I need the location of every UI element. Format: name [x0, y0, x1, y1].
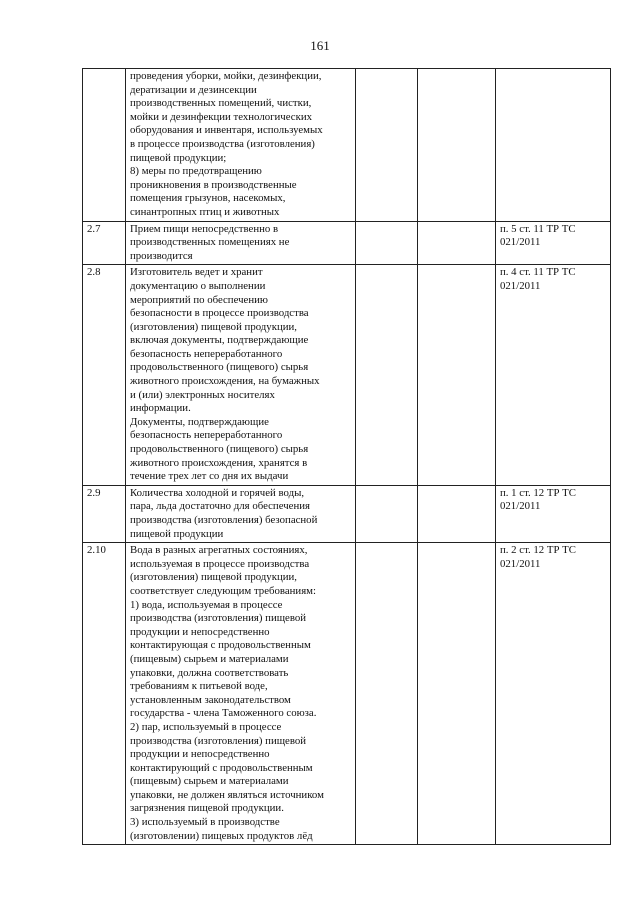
- requirement-text-line: информации.: [130, 402, 191, 415]
- requirement-text-line: 3) используемый в производстве: [130, 816, 280, 829]
- regulation-reference-line: 021/2011: [500, 279, 541, 292]
- requirement-text-line: включая документы, подтверждающие: [130, 334, 309, 347]
- requirement-text-line: пара, льда достаточно для обеспечения: [130, 500, 310, 513]
- regulation-reference-line: 021/2011: [500, 557, 541, 570]
- requirement-text-line: (изготовления) пищевой продукции,: [130, 571, 297, 584]
- requirement-text-line: 1) вода, используемая в процессе: [130, 598, 283, 611]
- regulation-reference-line: 021/2011: [500, 236, 541, 249]
- requirement-text-line: (пищевым) сырьем и материалами: [130, 775, 289, 788]
- requirement-text-line: пищевой продукции: [130, 527, 224, 540]
- requirement-text-line: Прием пищи непосредственно в: [130, 222, 279, 235]
- requirement-text-line: синантропных птиц и животных: [130, 205, 280, 218]
- item-number-cell: 2.10: [83, 543, 126, 845]
- requirement-text-line: производственных помещениях не: [130, 236, 290, 249]
- requirement-cell: [126, 485, 356, 542]
- regulation-reference-cell: [496, 485, 611, 542]
- table-row: [83, 543, 611, 845]
- empty-cell: [418, 265, 496, 486]
- empty-cell: [356, 221, 418, 265]
- requirement-text-line: контактирующая с продовольственным: [130, 639, 311, 652]
- requirement-text-line: используемая в процессе производства: [130, 557, 310, 570]
- regulation-reference-cell: [496, 543, 611, 845]
- requirement-text-line: требованиям к питьевой воде,: [130, 680, 268, 693]
- requirement-text-line: соответствует следующим требованиям:: [130, 584, 316, 597]
- requirement-text-line: государства - члена Таможенного союза.: [130, 707, 317, 720]
- requirement-text-line: загрязнения пищевой продукции.: [130, 802, 284, 815]
- requirement-text-line: течение трех лет со дня их выдачи: [130, 470, 289, 483]
- requirement-text-line: животного происхождения, хранятся в: [130, 456, 308, 469]
- requirement-text-line: проникновения в производственные: [130, 178, 297, 191]
- table-row: [83, 265, 611, 486]
- empty-cell: [418, 221, 496, 265]
- page-number: 161: [310, 38, 330, 53]
- empty-cell: [356, 265, 418, 486]
- requirement-text-line: (пищевым) сырьем и материалами: [130, 652, 289, 665]
- requirement-text-line: продовольственного (пищевого) сырья: [130, 361, 309, 374]
- requirement-text-line: в процессе производства (изготовления): [130, 137, 315, 150]
- regulation-reference-line: 021/2011: [500, 500, 541, 513]
- requirement-text-line: и (или) электронных носителях: [130, 388, 275, 401]
- requirement-text-line: помещения грызунов, насекомых,: [130, 192, 286, 205]
- requirement-text-line: пищевой продукции;: [130, 151, 227, 164]
- requirement-cell: [126, 265, 356, 486]
- requirement-text-line: безопасность непереработанного: [130, 347, 283, 360]
- empty-cell: [356, 69, 418, 222]
- table-row: [83, 485, 611, 542]
- requirement-text-line: продукции и непосредственно: [130, 748, 270, 761]
- regulation-reference-cell: [496, 69, 611, 222]
- requirement-text-line: упаковки, не должен являться источником: [130, 788, 324, 801]
- requirement-text-line: 2) пар, используемый в процессе: [130, 720, 282, 733]
- requirement-cell: [126, 69, 356, 222]
- requirement-text-line: Изготовитель ведет и хранит: [130, 266, 263, 279]
- regulation-reference-cell: [496, 265, 611, 486]
- empty-cell: [418, 485, 496, 542]
- requirement-text-line: безопасность непереработанного: [130, 429, 283, 442]
- item-number-cell: 2.7: [83, 221, 126, 265]
- table-row: [83, 69, 611, 222]
- requirement-text-line: проведения уборки, мойки, дезинфекции,: [130, 70, 322, 82]
- regulation-reference-line: п. 5 ст. 11 ТР ТС: [500, 222, 576, 235]
- requirement-text-line: контактирующий с продовольственным: [130, 761, 313, 774]
- requirement-cell: [126, 543, 356, 845]
- requirement-text-line: производства (изготовления) безопасной: [130, 514, 318, 526]
- requirement-text-line: производства (изготовления) пищевой: [130, 612, 307, 625]
- item-number-cell: 2.8: [83, 265, 126, 486]
- empty-cell: [356, 543, 418, 845]
- requirement-text-line: документацию о выполнении: [130, 279, 266, 292]
- requirement-text-line: оборудования и инвентаря, используемых: [130, 124, 323, 137]
- table-row: [83, 221, 611, 265]
- regulation-reference-cell: [496, 221, 611, 265]
- requirement-cell: [126, 221, 356, 265]
- requirement-text-line: 8) меры по предотвращению: [130, 165, 262, 178]
- regulation-reference-line: п. 1 ст. 12 ТР ТС: [500, 486, 576, 499]
- requirement-text-line: производственных помещений, чистки,: [130, 97, 312, 110]
- requirement-text-line: производства (изготовления) пищевой: [130, 734, 307, 747]
- regulation-reference-line: п. 4 ст. 11 ТР ТС: [500, 266, 576, 279]
- requirement-text-line: мероприятий по обеспечению: [130, 293, 268, 306]
- requirement-text-line: (изготовлении) пищевых продуктов лёд: [130, 829, 313, 842]
- requirement-text-line: дератизации и дезинсекции: [130, 83, 257, 96]
- requirement-text-line: продовольственного (пищевого) сырья: [130, 443, 309, 456]
- requirement-text-line: Документы, подтверждающие: [130, 415, 269, 428]
- requirement-text-line: производится: [130, 249, 193, 262]
- requirement-text-line: безопасности в процессе производства: [130, 307, 309, 320]
- requirement-text-line: животного происхождения, на бумажных: [130, 375, 320, 388]
- requirements-table: [82, 68, 611, 845]
- item-number-cell: 2.9: [83, 485, 126, 542]
- empty-cell: [418, 69, 496, 222]
- requirement-text-line: продукции и непосредственно: [130, 625, 270, 638]
- requirement-text-line: Вода в разных агрегатных состояниях,: [130, 544, 308, 557]
- requirement-text-line: (изготовления) пищевой продукции,: [130, 320, 297, 333]
- regulation-reference-line: п. 2 ст. 12 ТР ТС: [500, 544, 576, 557]
- requirement-text-line: упаковки, должна соответствовать: [130, 666, 289, 679]
- empty-cell: [418, 543, 496, 845]
- requirement-text-line: мойки и дезинфекции технологических: [130, 110, 313, 123]
- empty-cell: [356, 485, 418, 542]
- requirement-text-line: Количества холодной и горячей воды,: [130, 486, 305, 499]
- requirement-text-line: установленным законодательством: [130, 693, 291, 706]
- item-number-cell: [83, 69, 126, 222]
